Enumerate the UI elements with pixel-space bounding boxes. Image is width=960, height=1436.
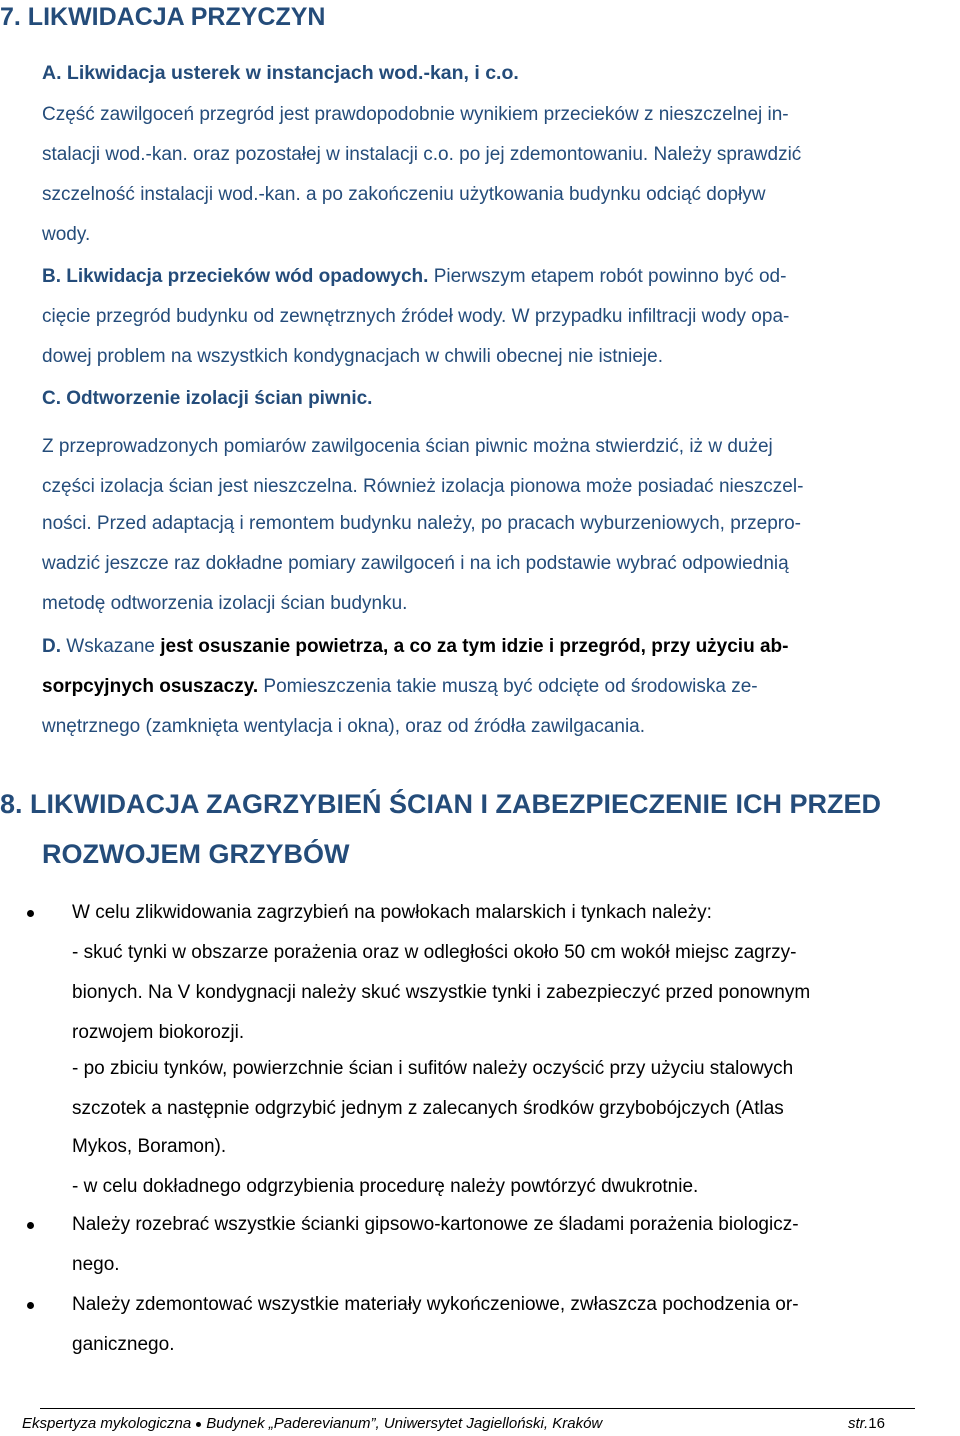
- bullet-icon: [27, 910, 34, 917]
- subsection-b-line: [42, 266, 786, 288]
- subsection-d-line: [42, 636, 788, 658]
- paragraph-c-line: metodę odtworzenia izolacji ścian budynku.: [42, 593, 408, 614]
- paragraph-a-line: stalacji wod.-kan. oraz pozostałej w instalacji c.o. po jej zdemontowaniu. Należy sprawdzić: [42, 144, 802, 165]
- paragraph-d-text: Pomieszczenia takie muszą być odcięte od środowiska ze-: [258, 676, 758, 697]
- paragraph-d-line: wnętrznego (zamknięta wentylacja i okna), oraz od źródła zawilgacania.: [42, 716, 646, 737]
- paragraph-a-line: wody.: [42, 224, 91, 245]
- page-number-value: 16: [868, 1415, 885, 1432]
- bullet-icon: [27, 1302, 34, 1309]
- bullet-1-line: Mykos, Boramon).: [72, 1136, 227, 1157]
- paragraph-a-line: szczelność instalacji wod.-kan. a po zakończeniu użytkowania budynku odciąć dopływ: [42, 184, 766, 205]
- footer-text: [22, 1415, 602, 1433]
- bullet-1-line: W celu zlikwidowania zagrzybień na powłokach malarskich i tynkach należy:: [72, 902, 712, 923]
- section-8-heading: 8. LIKWIDACJA ZAGRZYBIEŃ ŚCIAN I ZABEZPIECZENIE ICH PRZED: [0, 789, 882, 819]
- subsection-c-heading: C. Odtworzenie izolacji ścian piwnic.: [42, 388, 373, 409]
- bullet-1-line: - w celu dokładnego odgrzybienia procedurę należy powtórzyć dwukrotnie.: [72, 1176, 699, 1197]
- bullet-1-line: bionych. Na V kondygnacji należy skuć wszystkie tynki i zabezpieczyć przed ponownym: [72, 982, 811, 1003]
- bullet-icon: [27, 1222, 34, 1229]
- subsection-d-label: D.: [42, 636, 61, 657]
- bullet-1-line: - po zbiciu tynków, powierzchnie ścian i sufitów należy oczyścić przy użyciu stalowych: [72, 1058, 794, 1079]
- paragraph-d-line: [42, 676, 758, 698]
- paragraph-c-line: wadzić jeszcze raz dokładne pomiary zawilgoceń i na ich podstawie wybrać odpowiednią: [42, 553, 789, 574]
- bullet-1-line: rozwojem biokorozji.: [72, 1022, 245, 1043]
- footer-page-number: [848, 1415, 885, 1433]
- section-8-heading-cont: ROZWOJEM GRZYBÓW: [42, 839, 350, 869]
- paragraph-b-text: Pierwszym etapem robót powinno być od-: [428, 266, 787, 287]
- paragraph-b-line: dowej problem na wszystkich kondygnacjach w chwili obecnej nie istnieje.: [42, 346, 663, 367]
- paragraph-d-bold: jest osuszanie powietrza, a co za tym idzie i przegród, przy użyciu ab-: [160, 636, 789, 657]
- paragraph-c-line: ności. Przed adaptacją i remontem budynku należy, po pracach wyburzeniowych, przepro-: [42, 513, 801, 534]
- bullet-1-line: szczotek a następnie odgrzybić jednym z zalecanych środków grzybobójczych (Atlas: [72, 1098, 784, 1119]
- footer-document-title: Ekspertyza mykologiczna: [22, 1415, 192, 1432]
- bullet-2-line: nego.: [72, 1254, 120, 1275]
- paragraph-c-line: części izolacja ścian jest nieszczelna. Również izolacja pionowa może posiadać nieszczel-: [42, 476, 804, 497]
- bullet-1-line: - skuć tynki w obszarze porażenia oraz w odległości około 50 cm wokół miejsc zagrzy-: [72, 942, 797, 963]
- footer-building-name: Budynek „Paderevianum”, Uniwersytet Jagielloński, Kraków: [206, 1415, 603, 1432]
- paragraph-c-line: Z przeprowadzonych pomiarów zawilgocenia ścian piwnic można stwierdzić, iż w dużej: [42, 436, 773, 457]
- paragraph-a-line: Część zawilgoceń przegród jest prawdopodobnie wynikiem przecieków z nieszczelnej in-: [42, 104, 789, 125]
- subsection-b-heading: B. Likwidacja przecieków wód opadowych.: [42, 266, 429, 287]
- section-7-heading: 7. LIKWIDACJA PRZYCZYN: [0, 3, 326, 31]
- paragraph-d-text: Wskazane: [61, 636, 161, 657]
- page-label: str.: [848, 1415, 869, 1432]
- footer-separator-icon: [196, 1422, 201, 1427]
- bullet-3-line: ganicznego.: [72, 1334, 175, 1355]
- footer-divider: [40, 1408, 915, 1409]
- subsection-a-heading: A. Likwidacja usterek w instancjach wod.-kan, i c.o.: [42, 62, 519, 84]
- bullet-2-line: Należy rozebrać wszystkie ścianki gipsowo-kartonowe ze śladami porażenia biologicz-: [72, 1214, 799, 1235]
- paragraph-b-line: cięcie przegród budynku od zewnętrznych źródeł wody. W przypadku infiltracji wody opa-: [42, 306, 790, 327]
- bullet-3-line: Należy zdemontować wszystkie materiały wykończeniowe, zwłaszcza pochodzenia or-: [72, 1294, 799, 1315]
- paragraph-d-bold: sorpcyjnych osuszaczy.: [42, 676, 259, 697]
